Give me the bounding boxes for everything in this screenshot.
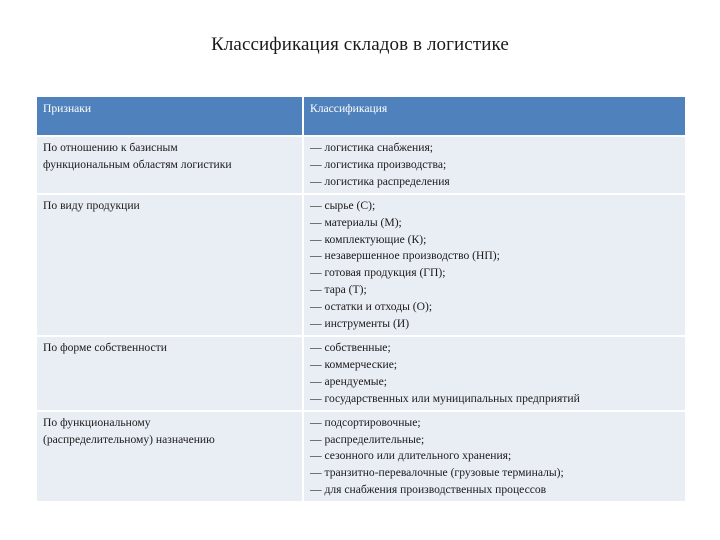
- class-line: — сырье (С);: [310, 198, 376, 212]
- class-line: — транзитно-перевалочные (грузовые терминалы);: [310, 466, 564, 480]
- table-header-row: [37, 97, 685, 135]
- class-line: — готовая продукция (ГП);: [310, 266, 446, 280]
- class-line: — государственных или муниципальных предприятий: [310, 391, 580, 405]
- feature-line: По виду продукции: [43, 198, 140, 212]
- class-line: — сезонного или длительного хранения;: [310, 449, 512, 463]
- table-row: [37, 410, 685, 502]
- class-line: — материалы (М);: [310, 215, 402, 229]
- class-line: — незавершенное производство (НП);: [310, 249, 500, 263]
- table-row: [37, 193, 685, 335]
- classification-table: [37, 97, 685, 501]
- feature-cell: [37, 193, 302, 335]
- classes-cell: [302, 335, 685, 410]
- feature-line: По форме собственности: [43, 340, 167, 354]
- feature-line: (распределительному) назначению: [43, 432, 215, 446]
- classes-cell: [302, 410, 685, 502]
- class-line: — для снабжения производственных процессов: [310, 483, 547, 497]
- feature-cell: [37, 335, 302, 410]
- class-line: — инструменты (И): [310, 317, 410, 331]
- class-line: — логистика снабжения;: [310, 141, 434, 154]
- header-classification: Классификация: [302, 97, 685, 135]
- class-line: — тара (Т);: [310, 283, 367, 297]
- feature-cell: [37, 410, 302, 502]
- class-line: — арендуемые;: [310, 374, 387, 388]
- class-line: — остатки и отходы (О);: [310, 300, 433, 314]
- feature-line: функциональным областям логистики: [43, 157, 232, 171]
- class-line: — комплектующие (К);: [310, 232, 427, 246]
- table-row: [37, 335, 685, 410]
- table-row: [37, 135, 685, 193]
- classes-cell: [302, 135, 685, 193]
- feature-line: По функциональному: [43, 415, 151, 429]
- class-line: — собственные;: [310, 340, 391, 354]
- class-line: — подсортировочные;: [310, 415, 421, 429]
- class-line: — логистика распределения: [310, 174, 450, 188]
- feature-cell: [37, 135, 302, 193]
- page-title: Классификация складов в логистике: [211, 34, 509, 55]
- class-line: — коммерческие;: [310, 357, 398, 371]
- class-line: — распределительные;: [310, 432, 425, 446]
- class-line: — логистика производства;: [310, 157, 447, 171]
- feature-line: По отношению к базисным: [43, 141, 178, 154]
- classes-cell: [302, 193, 685, 335]
- header-features: Признаки: [37, 97, 302, 135]
